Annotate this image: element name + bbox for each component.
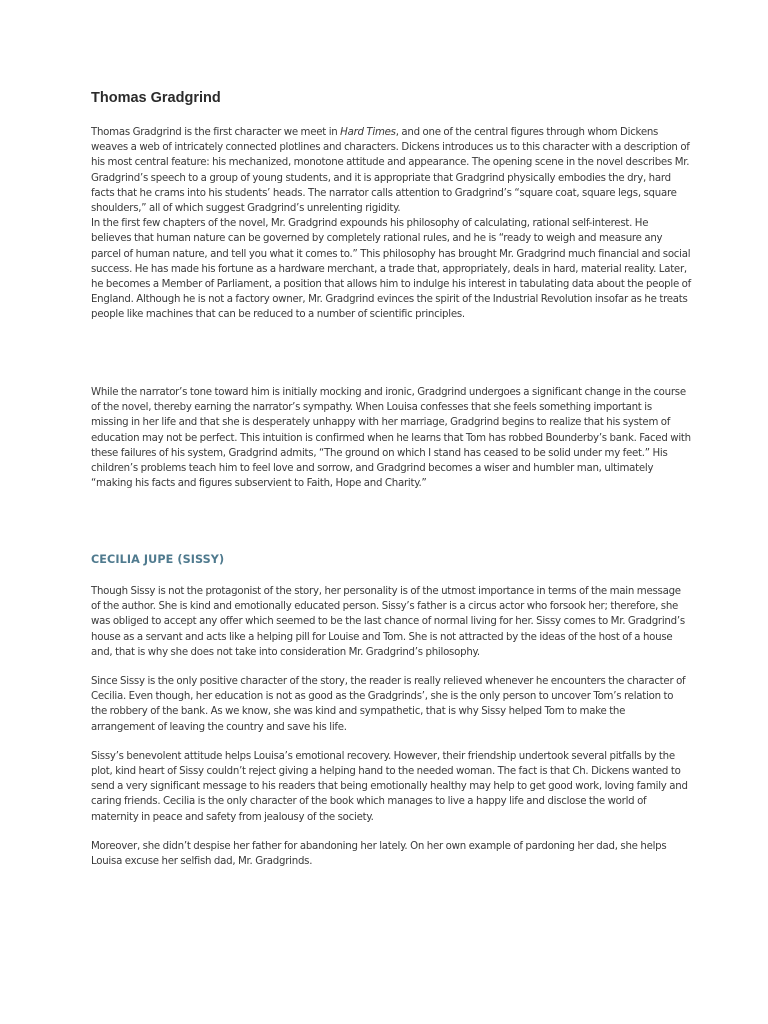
gradgrind-paragraphs-1	[91, 125, 691, 323]
cecilia-paragraphs	[91, 584, 691, 869]
intro-text-a: Thomas Gradgrind is the first character we meet in	[91, 127, 341, 138]
gradgrind-paragraphs-2	[91, 385, 691, 491]
intro-text-b: , and one of the central figures through whom Dickens weaves a web of intricately connected plotlines and characters. Dickens introduces us to this character with a description of his most central feature: his mechanized, monotone attitude and appearance. The opening scene in the novel describes Mr. Gradgrind’s speech to a group of young students, and it is appropriate that Gradgrind physically embodies the dry, hard facts that he crams into his students’ heads. The narrator calls attention to Gradgrind’s “square coat, square legs, square shoulders,” all of which suggest Gradgrind’s unrelenting rigidity.	[91, 127, 690, 215]
page-title: Thomas Gradgrind	[91, 90, 221, 106]
book-title-italic: Hard Times	[340, 127, 396, 138]
paragraph-gradgrind-change: While the narrator’s tone toward him is initially mocking and ironic, Gradgrind undergoes a significant change in the course of the novel, thereby earning the narrator’s sympathy. When Louisa confesses that she feels something important is missing in her life and that she is desperately unhappy with her marriage, Gradgrind begins to realize that his system of education may not be perfect. This intuition is confirmed when he learns that Tom has robbed Bounderby’s bank. Faced with these failures of his system, Gradgrind admits, “The ground on which I stand has ceased to be solid under my feet.” His children’s problems teach him to feel love and sorrow, and Gradgrind becomes a wiser and humbler man, ultimately “making his facts and figures subservient to Faith, Hope and Charity.”	[91, 387, 691, 490]
paragraph-gradgrind-philosophy: In the first few chapters of the novel, Mr. Gradgrind expounds his philosophy of calculating, rational self-interest. He believes that human nature can be governed by completely rational rules, and he is “ready to weigh and measure any parcel of human nature, and tell you what it comes to.” This philosophy has brought Mr. Gradgrind much financial and social success. He has made his fortune as a hardware merchant, a trade that, appropriately, deals in hard, material reality. Later, he becomes a Member of Parliament, a position that allows him to indulge his interest in tabulating data about the people of England. Although he is not a factory owner, Mr. Gradgrind evinces the spirit of the Industrial Revolution insofar as he treats people like machines that can be reduced to a number of scientific principles.	[91, 218, 691, 321]
paragraph-sissy-father: Moreover, she didn’t despise her father for abandoning her lately. On her own example of pardoning her dad, she helps Louisa excuse her selfish dad, Mr. Gradgrinds.	[91, 840, 667, 868]
paragraph-sissy-positive: Since Sissy is the only positive character of the story, the reader is really relieved whenever he encounters the character of Cecilia. Even though, her education is not as good as the Gradgrinds’, she is the only person to uncover Tom’s relation to the robbery of the bank. As we know, she was kind and sympathetic, that is why Sissy helped Tom to make the arrangement of leaving the country and save his life.	[91, 676, 686, 733]
paragraph-sissy-benevolent: Sissy’s benevolent attitude helps Louisa’s emotional recovery. However, their friendship undertook several pitfalls by the plot, kind heart of Sissy couldn’t reject giving a helping hand to the needed woman. The fact is that Ch. Dickens wanted to send a very significant message to his readers that being emotionally healthy may help to get good work, loving family and caring friends. Cecilia is the only character of the book which manages to live a happy life and disclose the world of maternity in peace and safety from jealousy of the society.	[91, 750, 688, 823]
section-heading-cecilia: CECILIA JUPE (SISSY)	[91, 553, 225, 566]
paragraph-gradgrind-intro	[91, 125, 691, 216]
paragraph-sissy-intro: Though Sissy is not the protagonist of the story, her personality is of the utmost importance in terms of the main message of the author. She is kind and emotionally educated person. Sissy’s father is a circus actor who forsook her; therefore, she was obliged to accept any offer which seemed to be the last chance of normal living for her. Sissy comes to Mr. Gradgrind’s house as a servant and acts like a helping pill for Louise and Tom. She is not attracted by the ideas of the host of a house and, that is why she does not take into consideration Mr. Gradgrind’s philosophy.	[91, 586, 685, 658]
